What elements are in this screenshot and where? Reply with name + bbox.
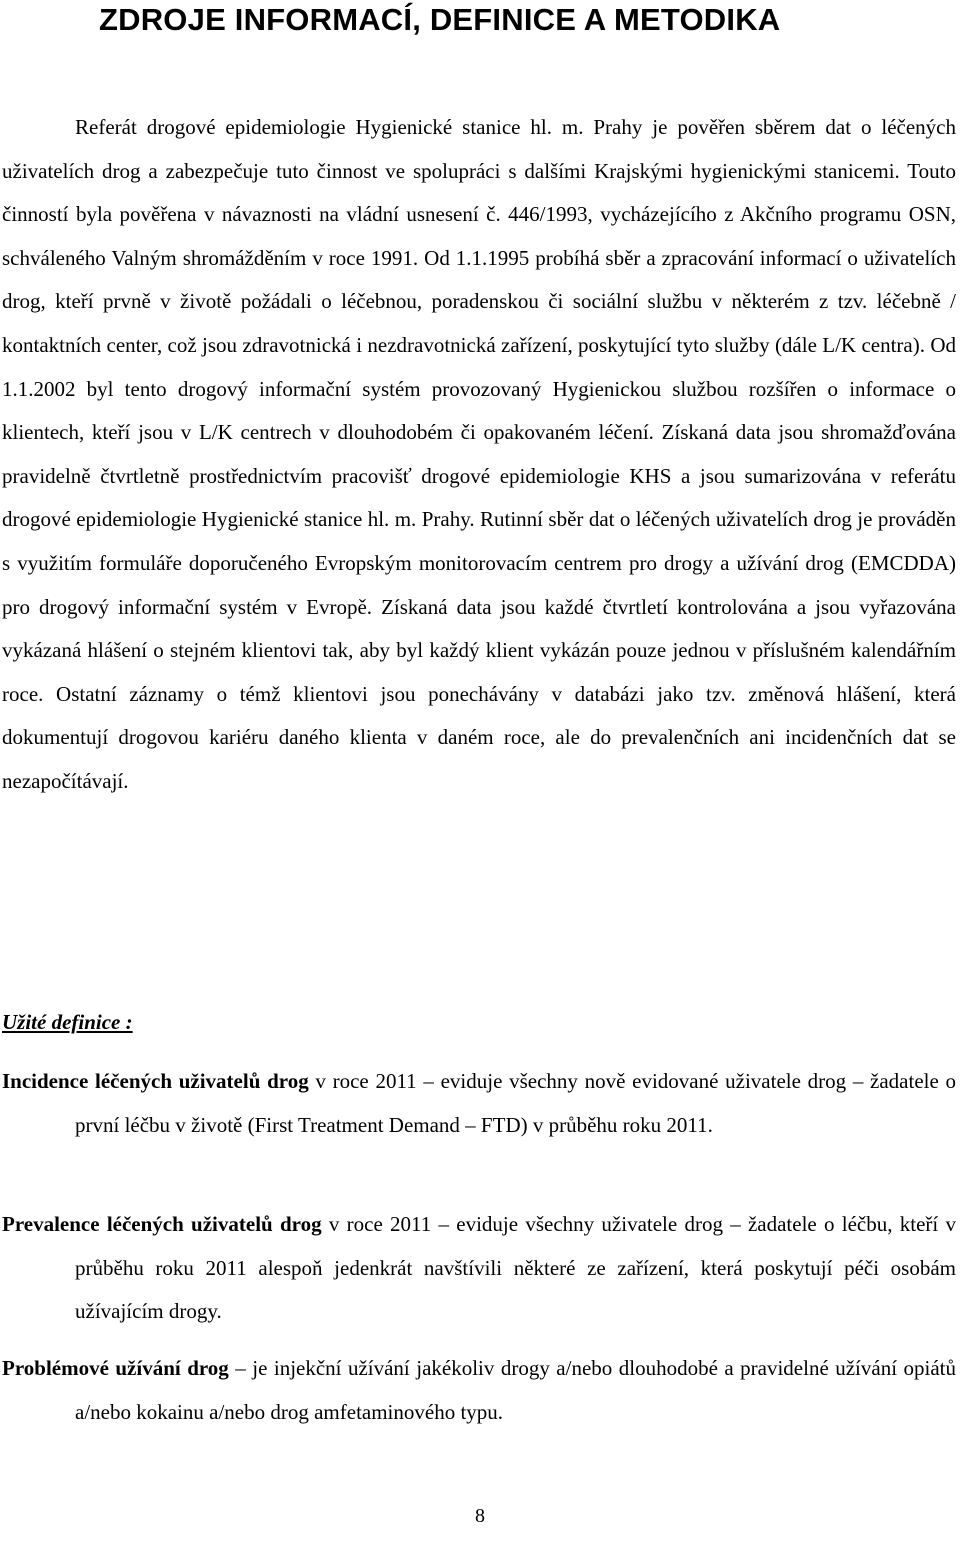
definition-incidence bbox=[2, 1060, 956, 1147]
definition-term: Problémové užívání drog bbox=[2, 1356, 229, 1380]
definitions-heading: Užité definice : bbox=[2, 1010, 133, 1034]
definition-problem-use bbox=[2, 1347, 956, 1434]
definition-term: Incidence léčených uživatelů drog bbox=[2, 1069, 309, 1093]
definition-text: v roce 2011 – eviduje všechny uživatele drog – žadatele o léčbu, kteří v průběhu roku 2011 alespoň jedenkrát navštívili některé ze zařízení, která poskytují péči osobám užívajícím drogy. bbox=[75, 1212, 956, 1323]
page-title: ZDROJE INFORMACÍ, DEFINICE A METODIKA bbox=[99, 2, 781, 37]
body-paragraph: Referát drogové epidemiologie Hygienické stanice hl. m. Prahy je pověřen sběrem dat o léčených uživatelích drog a zabezpečuje tuto činnost ve spolupráci s dalšími Krajskými hygienickými stanicemi. Touto činností byla pověřena v návaznosti na vládní usnesení č. 446/1993, vycházejícího z Akčního programu OSN, schváleného Valným shromážděním v roce 1991. Od 1.1.1995 probíhá sběr a zpracování informací o uživatelích drog, kteří prvně v životě požádali o léčebnou, poradenskou či sociální službu v některém z tzv. léčebně / kontaktních center, což jsou zdravotnická i nezdravotnická zařízení, poskytující tyto služby (dále L/K centra). Od 1.1.2002 byl tento drogový informační systém provozovaný Hygienickou službou rozšířen o informace o klientech, kteří jsou v L/K centrech v dlouhodobém či opakovaném léčení. Získaná data jsou shromažďována pravidelně čtvrtletně prostřednictvím pracovišť drogové epidemiologie KHS a jsou sumarizována v referátu drogové epidemiologie Hygienické stanice hl. m. Prahy. Rutinní sběr dat o léčených uživatelích drog je prováděn s využitím formuláře doporučeného Evropským monitorovacím centrem pro drogy a užívání drog (EMCDDA) pro drogový informační systém v Evropě. Získaná data jsou každé čtvrtletí kontrolována a jsou vyřazována vykázaná hlášení o stejném klientovi tak, aby byl každý klient vykázán pouze jednou v příslušném kalendářním roce. Ostatní záznamy o témž klientovi jsou ponechávány v databázi jako tzv. změnová hlášení, která dokumentují drogovou kariéru daného klienta v daném roce, ale do prevalenčních ani incidenčních dat se nezapočítávají. bbox=[2, 115, 956, 793]
page-number: 8 bbox=[475, 1505, 485, 1527]
definition-prevalence bbox=[2, 1203, 956, 1334]
definition-text: v roce 2011 – eviduje všechny nově evidované uživatele drog – žadatele o první léčbu v životě (First Treatment Demand – FTD) v průběhu roku 2011. bbox=[75, 1069, 956, 1137]
definition-term: Prevalence léčených uživatelů drog bbox=[2, 1212, 322, 1236]
definition-text: – je injekční užívání jakékoliv drogy a/nebo dlouhodobé a pravidelné užívání opiátů a/nebo kokainu a/nebo drog amfetaminového typu. bbox=[75, 1356, 956, 1424]
